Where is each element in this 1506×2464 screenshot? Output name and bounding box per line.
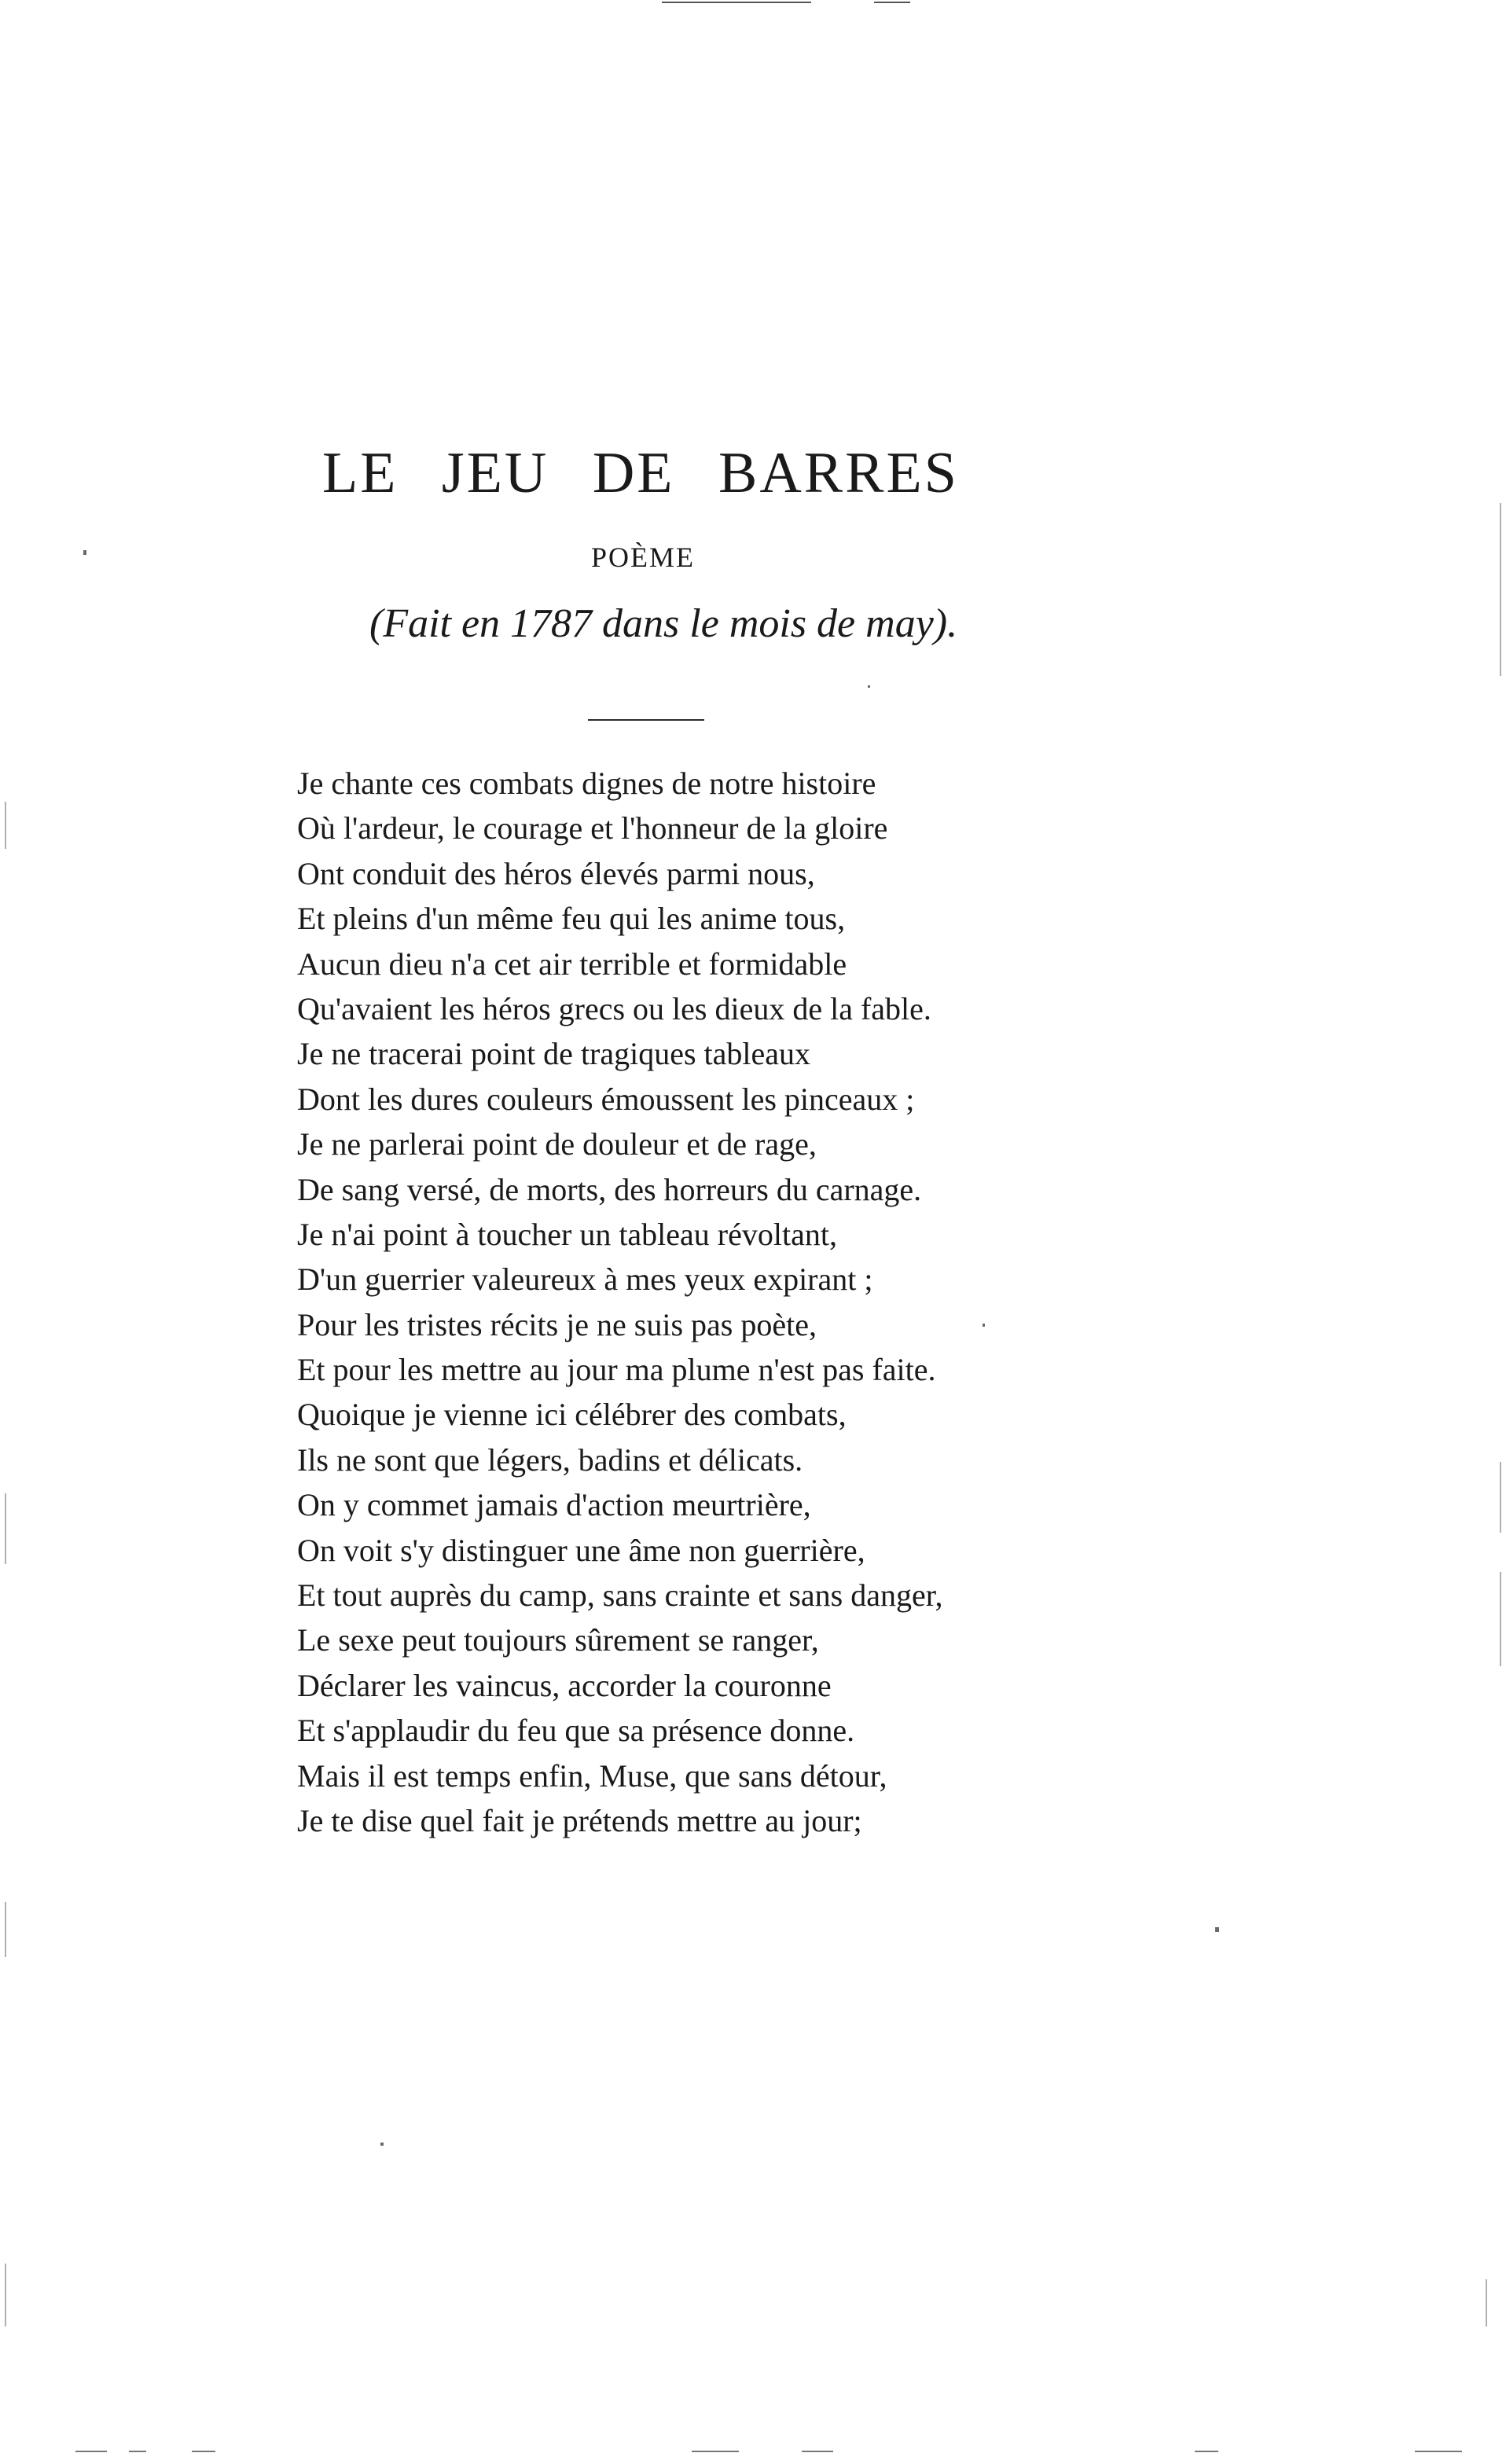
scan-edge-mark	[1500, 1572, 1501, 1666]
poem-line: Où l'ardeur, le courage et l'honneur de la gloire	[297, 810, 888, 846]
scan-speck	[380, 2143, 384, 2146]
poem-dedication: (Fait en 1787 dans le mois de may).	[369, 601, 958, 646]
scan-speck	[868, 685, 870, 688]
poem-subtitle: POÈME	[591, 542, 696, 573]
poem-line: Et tout auprès du camp, sans crainte et sans danger,	[297, 1577, 943, 1614]
poem-line: Je ne parlerai point de douleur et de rage,	[297, 1126, 817, 1162]
poem-line: Je n'ai point à toucher un tableau révoltant,	[297, 1216, 837, 1252]
poem-line: Quoique je vienne ici célébrer des combats,	[297, 1397, 847, 1433]
poem-line: Et s'applaudir du feu que sa présence donne.	[297, 1713, 855, 1749]
poem-line: On y commet jamais d'action meurtrière,	[297, 1487, 811, 1523]
poem-title: LE JEU DE BARRES	[322, 441, 959, 505]
poem-body	[297, 761, 942, 1843]
scan-edge-dash	[802, 2451, 833, 2452]
scan-edge-dash	[192, 2451, 215, 2452]
poem-line: Mais il est temps enfin, Muse, que sans détour,	[297, 1757, 887, 1794]
scan-edge-mark	[5, 1493, 6, 1564]
scan-edge-mark	[5, 2264, 6, 2326]
poem-line: Dont les dures couleurs émoussent les pinceaux ;	[297, 1081, 915, 1117]
scan-edge-mark	[5, 1902, 6, 1957]
poem-line: Aucun dieu n'a cet air terrible et formidable	[297, 946, 847, 982]
scan-edge-mark	[5, 802, 6, 849]
scan-edge-line	[874, 2, 910, 3]
poem-line: Le sexe peut toujours sûrement se ranger,	[297, 1622, 819, 1658]
scan-edge-line	[662, 2, 811, 3]
scan-edge-dash	[75, 2451, 107, 2452]
scan-speck	[1215, 1927, 1219, 1932]
scan-edge-dash	[1415, 2451, 1462, 2452]
scan-edge-mark	[1500, 1462, 1501, 1533]
poem-line: D'un guerrier valeureux à mes yeux expirant ;	[297, 1261, 873, 1298]
scan-speck	[983, 1324, 985, 1327]
poem-line: Je ne tracerai point de tragiques tableaux	[297, 1036, 811, 1072]
scan-edge-dash	[692, 2451, 739, 2452]
poem-line: Pour les tristes récits je ne suis pas poète,	[297, 1306, 817, 1342]
poem-line: De sang versé, de morts, des horreurs du carnage.	[297, 1171, 922, 1207]
scan-edge-mark	[1500, 503, 1501, 676]
poem-line: Je chante ces combats dignes de notre histoire	[297, 766, 876, 801]
poem-line: Et pleins d'un même feu qui les anime tous,	[297, 901, 846, 937]
scan-edge-dash	[1195, 2451, 1218, 2452]
poem-line: Ont conduit des héros élevés parmi nous,	[297, 855, 815, 891]
poem-line: Je te dise quel fait je prétends mettre au jour;	[297, 1802, 862, 1838]
poem-line: Et pour les mettre au jour ma plume n'est pas faite.	[297, 1352, 936, 1388]
scan-edge-mark	[1486, 2279, 1487, 2326]
scan-edge-dash	[129, 2451, 146, 2452]
scan-speck	[83, 550, 86, 555]
section-rule	[588, 719, 704, 721]
poem-line: Ils ne sont que légers, badins et délicats.	[297, 1441, 803, 1478]
poem-line: Qu'avaient les héros grecs ou les dieux de la fable.	[297, 990, 931, 1026]
poem-line: Déclarer les vaincus, accorder la couronne	[297, 1667, 832, 1703]
poem-line: On voit s'y distinguer une âme non guerrière,	[297, 1532, 865, 1568]
